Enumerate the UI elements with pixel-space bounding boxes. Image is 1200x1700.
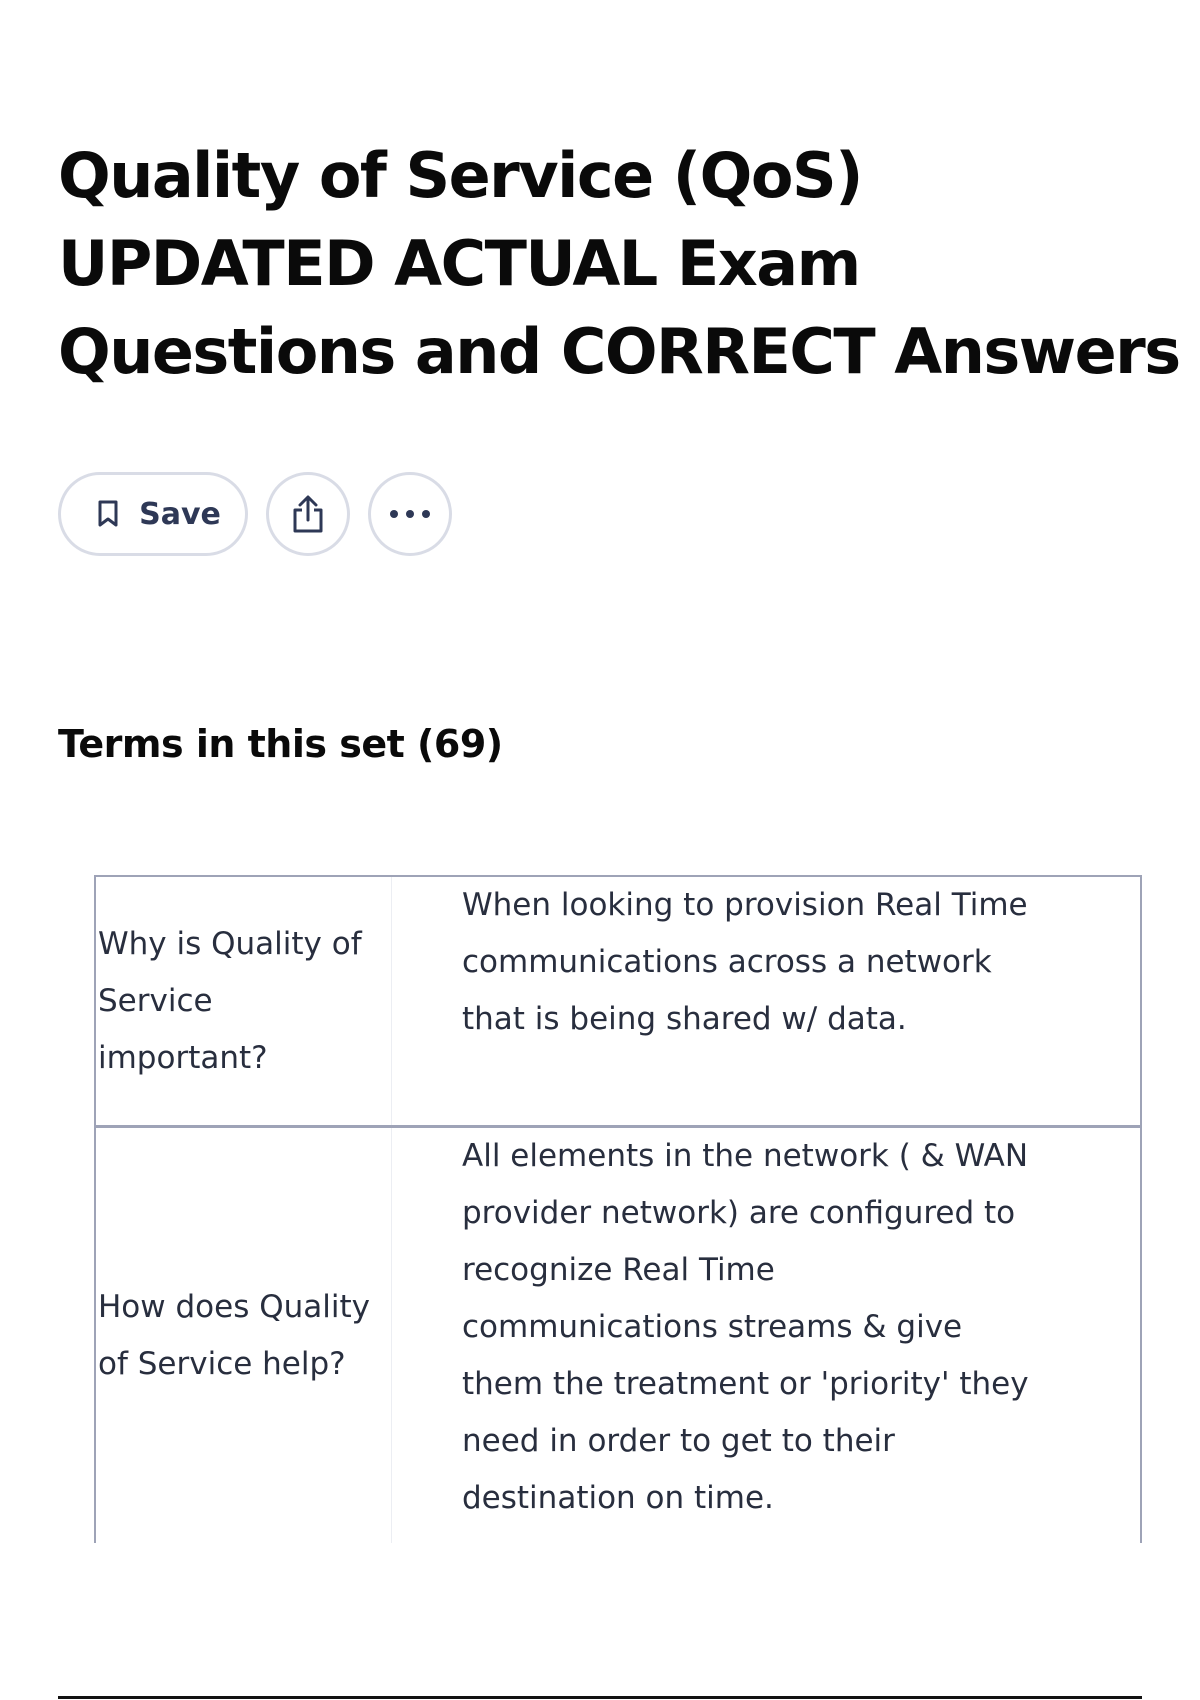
terms-table bbox=[94, 875, 1142, 1543]
terms-heading: Terms in this set (69) bbox=[58, 722, 503, 766]
definition-cell bbox=[392, 877, 1140, 1048]
action-bar bbox=[58, 470, 452, 558]
more-button[interactable] bbox=[368, 472, 452, 556]
term-text: Why is Quality of Service important? bbox=[98, 925, 362, 1076]
term-cell bbox=[96, 1128, 392, 1543]
page-title-line: Quality of Service (QoS) bbox=[58, 139, 862, 212]
save-button[interactable] bbox=[58, 472, 248, 556]
bookmark-icon bbox=[97, 500, 119, 528]
page-title bbox=[58, 132, 1178, 396]
definition-text: When looking to provision Real Time communications across a network that is being shared w/ data. bbox=[462, 887, 1028, 1037]
definition-text: All elements in the network ( & WAN provider network) are configured to recognize Real Time communications streams & give them the treatment or 'priority' they need in order to get to their destination on time. bbox=[462, 1138, 1029, 1516]
page-title-line: UPDATED ACTUAL Exam bbox=[58, 227, 860, 300]
term-text: How does Quality of Service help? bbox=[98, 1288, 370, 1382]
definition-cell bbox=[392, 1128, 1140, 1527]
share-icon bbox=[290, 494, 326, 534]
more-icon bbox=[389, 509, 431, 519]
term-row bbox=[96, 1128, 1140, 1543]
term-row bbox=[96, 877, 1140, 1128]
page-title-line: Questions and CORRECT Answers bbox=[58, 315, 1180, 388]
divider bbox=[58, 1696, 1142, 1699]
term-cell bbox=[96, 877, 392, 1125]
share-button[interactable] bbox=[266, 472, 350, 556]
save-label: Save bbox=[139, 496, 221, 532]
